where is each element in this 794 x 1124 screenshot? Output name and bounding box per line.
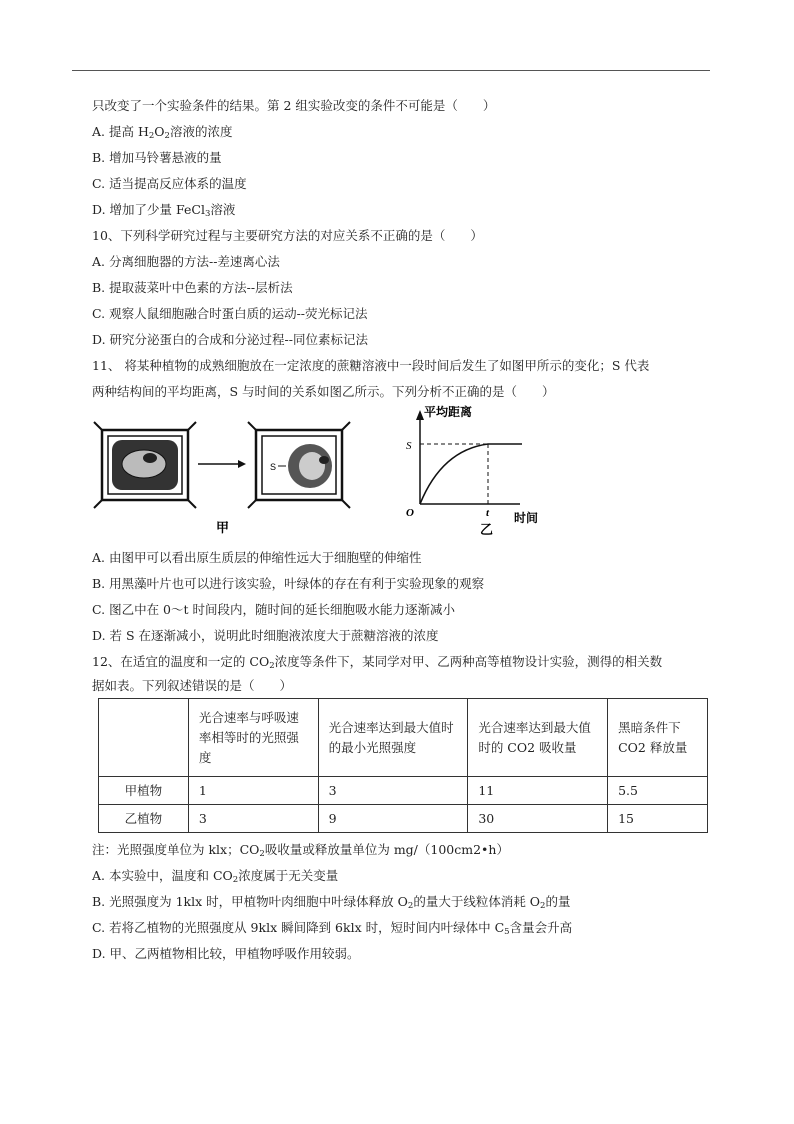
- table-header-cell: 黑暗条件下 CO2 释放量: [608, 699, 708, 777]
- graph-s-tick: S: [406, 440, 412, 452]
- q10-option-b: B. 提取菠菜叶中色素的方法--层析法: [92, 280, 293, 295]
- arrow-icon: [198, 460, 246, 468]
- q11-stem-line1: 11、 将某种植物的成熟细胞放在一定浓度的蔗糖溶液中一段时间后发生了如图甲所示的变化；S 代表: [92, 358, 650, 373]
- table-cell: 5.5: [608, 777, 708, 805]
- graph-t-tick: t: [486, 507, 490, 519]
- graph-origin: O: [406, 507, 414, 519]
- cell-before-plasmolysis: [94, 422, 196, 508]
- table-cell: 3: [188, 805, 318, 833]
- q11-figure: [92, 400, 542, 540]
- q11-option-d: D. 若 S 在逐渐减小，说明此时细胞液浓度大于蔗糖溶液的浓度: [92, 628, 439, 643]
- graph-ylabel: 平均距离: [424, 405, 473, 419]
- table-row: [99, 777, 708, 805]
- table-cell: 乙植物: [99, 805, 189, 833]
- q11-stem-line2: 两种结构间的平均距离，S 与时间的关系如图乙所示。下列分析不正确的是（ ）: [92, 384, 555, 399]
- table-cell: 30: [468, 805, 608, 833]
- q9-option-c: C. 适当提高反应体系的温度: [92, 176, 247, 191]
- q12-option-b: B. 光照强度为 1klx 时，甲植物叶肉细胞中叶绿体释放 $O_2$的量大于线粒体消耗 $O_2$的量: [92, 894, 571, 911]
- q12-data-table: [98, 698, 708, 833]
- table-header-row: [99, 699, 708, 777]
- table-header-cell: 光合速率达到最大值时的最小光照强度: [318, 699, 468, 777]
- q10-option-d: D. 研究分泌蛋白的合成和分泌过程--同位素标记法: [92, 332, 368, 347]
- q10-option-c: C. 观察人鼠细胞融合时蛋白质的运动--荧光标记法: [92, 306, 368, 321]
- table-cell: 11: [468, 777, 608, 805]
- q9-option-b: B. 增加马铃薯悬液的量: [92, 150, 222, 165]
- q11-option-a: A. 由图甲可以看出原生质层的伸缩性远大于细胞壁的伸缩性: [92, 550, 422, 565]
- q9-option-a: A. 提高 $H_2O_2$溶液的浓度: [92, 124, 233, 141]
- q12-option-a: A. 本实验中，温度和 $CO_2$浓度属于无关变量: [92, 868, 339, 885]
- q12-stem-line2: 据如表。下列叙述错误的是（ ）: [92, 678, 293, 693]
- q9-stem: 只改变了一个实验条件的结果。第 2 组实验改变的条件不可能是（ ）: [92, 98, 496, 113]
- fig-jia-label: 甲: [216, 521, 230, 536]
- table-row: [99, 805, 708, 833]
- header-rule: [72, 70, 710, 71]
- graph-xlabel: 时间: [514, 511, 539, 525]
- q12-stem-line1: 12、在适宜的温度和一定的 $CO_2$浓度等条件下，某同学对甲、乙两种高等植物设计实验，测得的相关数: [92, 654, 663, 671]
- q12-option-d: D. 甲、乙两植物相比较，甲植物呼吸作用较弱。: [92, 946, 360, 961]
- table-header-cell: 光合速率达到最大值时的 CO2 吸收量: [468, 699, 608, 777]
- q10-option-a: A. 分离细胞器的方法--差速离心法: [92, 254, 280, 269]
- table-cell: 9: [318, 805, 468, 833]
- cell-s-label: S: [270, 462, 277, 472]
- table-cell: 甲植物: [99, 777, 189, 805]
- table-header-cell: 光合速率与呼吸速率相等时的光照强度: [188, 699, 318, 777]
- table-header-cell: [99, 699, 189, 777]
- cell-after-plasmolysis: [248, 422, 350, 508]
- q10-stem: 10、下列科学研究过程与主要研究方法的对应关系不正确的是（ ）: [92, 228, 483, 243]
- fig-yi-label: 乙: [480, 523, 494, 538]
- q9-option-d: D. 增加了少量 FeCl$_3$溶液: [92, 202, 236, 219]
- q11-option-c: C. 图乙中在 0～t 时间段内，随时间的延长细胞吸水能力逐渐减小: [92, 602, 455, 617]
- distance-time-graph: [416, 410, 522, 504]
- table-cell: 3: [318, 777, 468, 805]
- table-cell: 1: [188, 777, 318, 805]
- q12-note: 注：光照强度单位为 klx；$CO_2$吸收量或释放量单位为 mg/（100cm2•h）: [92, 842, 509, 859]
- q12-option-c: C. 若将乙植物的光照强度从 9klx 瞬间降到 6klx 时，短时间内叶绿体中 $C_5$含量会升高: [92, 920, 573, 937]
- q11-option-b: B. 用黑藻叶片也可以进行该实验，叶绿体的存在有利于实验现象的观察: [92, 576, 485, 591]
- table-cell: 15: [608, 805, 708, 833]
